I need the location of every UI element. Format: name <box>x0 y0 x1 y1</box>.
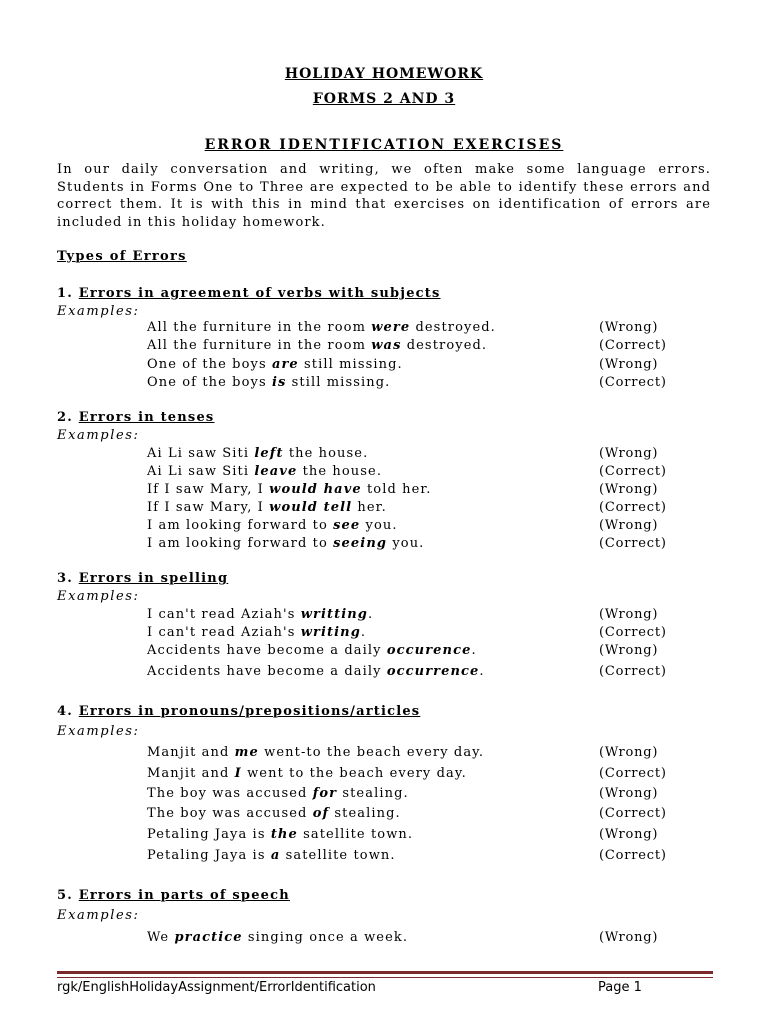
example-mark: (Correct) <box>599 536 667 551</box>
section-heading: ERROR IDENTIFICATION EXERCISES <box>204 137 564 153</box>
examples-label: Examples: <box>57 908 140 923</box>
example-mark: (Wrong) <box>599 518 659 533</box>
example-sentence: One of the boys are still missing. <box>147 357 403 372</box>
example-sentence: Manjit and I went to the beach every day. <box>147 766 467 781</box>
example-mark: (Correct) <box>599 500 667 515</box>
document-title: HOLIDAY HOMEWORK <box>284 66 484 82</box>
examples-label: Examples: <box>57 724 140 739</box>
example-sentence: One of the boys is still missing. <box>147 375 391 390</box>
example-sentence: Accidents have become a daily occurence. <box>147 643 477 658</box>
example-mark: (Wrong) <box>599 320 659 335</box>
example-sentence: All the furniture in the room were destroyed. <box>147 320 496 335</box>
example-sentence: Petaling Jaya is the satellite town. <box>147 827 414 842</box>
examples-label: Examples: <box>57 304 140 319</box>
page-number: Page 1 <box>598 980 642 995</box>
examples-label: Examples: <box>57 589 140 604</box>
example-mark: (Correct) <box>599 375 667 390</box>
example-sentence: I can't read Aziah's writing. <box>147 625 367 640</box>
example-sentence: I am looking forward to seeing you. <box>147 536 425 551</box>
example-sentence: We practice singing once a week. <box>147 930 409 945</box>
example-sentence: Manjit and me went-to the beach every day. <box>147 745 485 760</box>
examples-label: Examples: <box>57 428 140 443</box>
example-mark: (Correct) <box>599 806 667 821</box>
example-mark: (Correct) <box>599 625 667 640</box>
example-sentence: Ai Li saw Siti left the house. <box>147 446 369 461</box>
document-subtitle: FORMS 2 AND 3 <box>312 91 456 107</box>
example-sentence: If I saw Mary, I would tell her. <box>147 500 387 515</box>
example-sentence: If I saw Mary, I would have told her. <box>147 482 432 497</box>
example-sentence: I am looking forward to see you. <box>147 518 398 533</box>
example-mark: (Wrong) <box>599 607 659 622</box>
example-mark: (Wrong) <box>599 930 659 945</box>
example-mark: (Correct) <box>599 848 667 863</box>
section-3-heading: 3. Errors in spelling <box>57 571 229 586</box>
example-mark: (Wrong) <box>599 786 659 801</box>
example-mark: (Wrong) <box>599 482 659 497</box>
example-sentence: All the furniture in the room was destroyed. <box>147 338 488 353</box>
example-sentence: The boy was accused of stealing. <box>147 806 401 821</box>
example-mark: (Wrong) <box>599 827 659 842</box>
example-sentence: I can't read Aziah's writting. <box>147 607 374 622</box>
types-heading: Types of Errors <box>57 249 187 264</box>
example-mark: (Wrong) <box>599 357 659 372</box>
example-sentence: The boy was accused for stealing. <box>147 786 409 801</box>
footer-rule <box>57 971 713 974</box>
example-mark: (Correct) <box>599 766 667 781</box>
section-2-heading: 2. Errors in tenses <box>57 410 215 425</box>
example-sentence: Accidents have become a daily occurrence. <box>147 664 485 679</box>
example-mark: (Correct) <box>599 338 667 353</box>
section-4-heading: 4. Errors in pronouns/prepositions/articles <box>57 704 421 719</box>
example-sentence: Ai Li saw Siti leave the house. <box>147 464 383 479</box>
footer-rule-thin <box>57 977 713 978</box>
example-mark: (Wrong) <box>599 745 659 760</box>
footer-path: rgk/EnglishHolidayAssignment/ErrorIdentification <box>57 980 376 995</box>
intro-paragraph: In our daily conversation and writing, we often make some language errors. Students in Forms One to Three are expected to be able to identify these errors and correct them. It is with this in mind that exercises on identification of errors are included in this holiday homework. <box>57 162 711 230</box>
example-mark: (Correct) <box>599 664 667 679</box>
example-mark: (Correct) <box>599 464 667 479</box>
example-sentence: Petaling Jaya is a satellite town. <box>147 848 396 863</box>
section-1-heading: 1. Errors in agreement of verbs with subjects <box>57 286 441 301</box>
example-mark: (Wrong) <box>599 446 659 461</box>
example-mark: (Wrong) <box>599 643 659 658</box>
section-5-heading: 5. Errors in parts of speech <box>57 888 290 903</box>
